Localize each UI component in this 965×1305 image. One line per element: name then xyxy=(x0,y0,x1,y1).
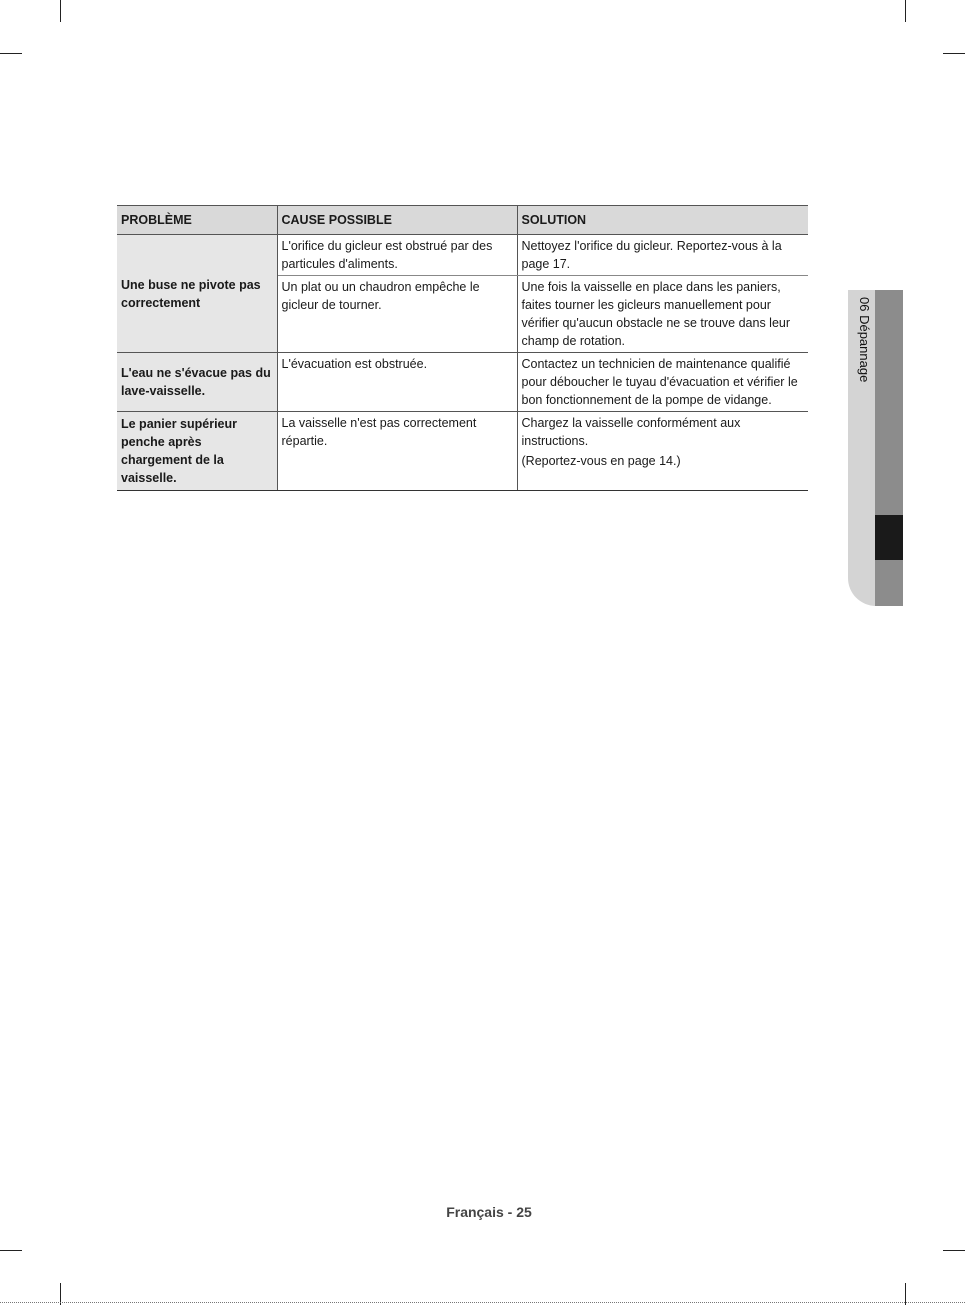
solution-reference: (Reportez-vous en page 14.) xyxy=(521,454,681,468)
crop-mark xyxy=(943,1250,965,1251)
header-solution: SOLUTION xyxy=(517,206,808,235)
trim-line xyxy=(0,1302,965,1303)
cause-cell: L'évacuation est obstruée. xyxy=(277,353,517,412)
crop-mark xyxy=(905,0,906,22)
cause-cell: La vaisselle n'est pas correctement répartie. xyxy=(277,412,517,491)
table-row xyxy=(117,412,808,491)
crop-mark xyxy=(0,1250,22,1251)
crop-mark xyxy=(0,53,22,54)
solution-cell: Nettoyez l'orifice du gicleur. Reportez-vous à la page 17. xyxy=(517,235,808,276)
cause-cell: Un plat ou un chaudron empêche le gicleur de tourner. xyxy=(277,276,517,353)
problem-cell: Une buse ne pivote pas correctement xyxy=(117,235,277,353)
cause-cell: L'orifice du gicleur est obstrué par des particules d'aliments. xyxy=(277,235,517,276)
header-problem: PROBLÈME xyxy=(117,206,277,235)
solution-text: Chargez la vaisselle conformément aux instructions. xyxy=(521,416,741,448)
chapter-tab-marker xyxy=(875,515,903,560)
problem-cell: L'eau ne s'évacue pas du lave-vaisselle. xyxy=(117,353,277,412)
solution-cell: Une fois la vaisselle en place dans les paniers, faites tourner les gicleurs manuellement pour vérifier qu'aucun obstacle ne se trouve dans leur champ de rotation. xyxy=(517,276,808,353)
crop-mark xyxy=(943,53,965,54)
solution-cell xyxy=(517,412,808,491)
page-number: Français - 25 xyxy=(446,1204,532,1220)
header-cause: CAUSE POSSIBLE xyxy=(277,206,517,235)
troubleshooting-table xyxy=(117,205,808,491)
table-row xyxy=(117,235,808,276)
crop-mark xyxy=(60,0,61,22)
solution-cell: Contactez un technicien de maintenance qualifié pour déboucher le tuyau d'évacuation et vérifier le bon fonctionnement de la pompe de vidange. xyxy=(517,353,808,412)
table-header-row xyxy=(117,206,808,235)
chapter-tab-label: 06 Dépannage xyxy=(857,297,872,383)
problem-cell: Le panier supérieur penche après chargement de la vaisselle. xyxy=(117,412,277,491)
table-row xyxy=(117,353,808,412)
